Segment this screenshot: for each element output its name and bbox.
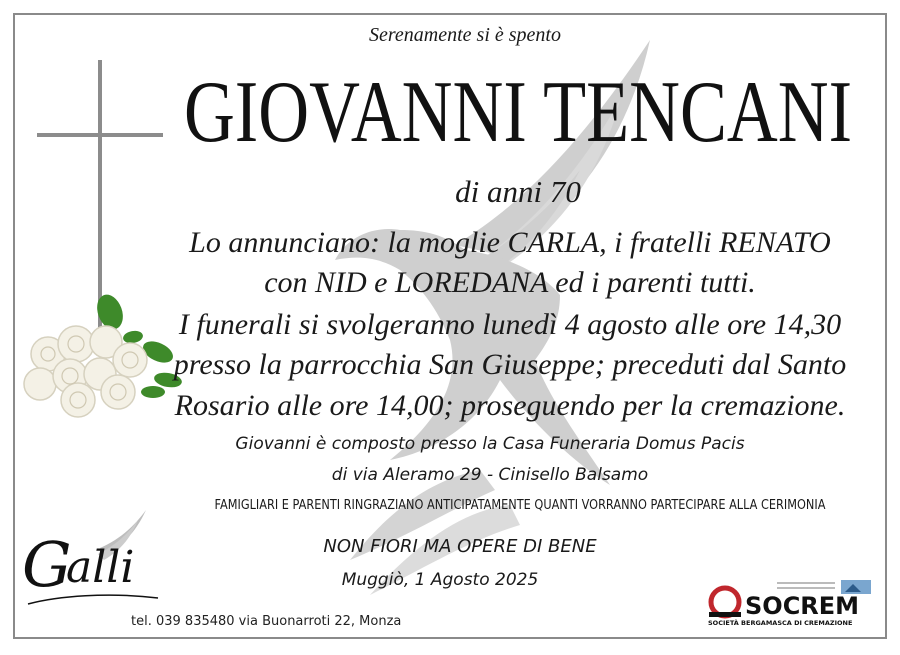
announcement-line: con NID e LOREDANA ed i parenti tutti.: [264, 266, 756, 299]
announcement-line: I funerali si svolgeranno lunedì 4 agosto alle ore 14,30: [178, 308, 842, 341]
svg-text:alli: alli: [66, 542, 135, 593]
funeral-home-line: di via Aleramo 29 - Cinisello Balsamo: [331, 465, 649, 485]
thanks-line: FAMIGLIARI E PARENTI RINGRAZIANO ANTICIPATAMENTE QUANTI VORRANNO PARTECIPARE ALLA CERIMONIA: [214, 498, 826, 513]
cross-icon: [37, 133, 163, 137]
socrem-subtitle: SOCIETÀ BERGAMASCA DI CREMAZIONE: [708, 619, 853, 627]
svg-text:G: G: [22, 528, 72, 601]
galli-logo-icon: [18, 508, 188, 618]
place-date: Muggiò, 1 Agosto 2025: [341, 570, 539, 590]
funeral-home-line: Giovanni è composto presso la Casa Funeraria Domus Pacis: [235, 434, 745, 454]
deceased-name: GIOVANNI TENCANI: [183, 64, 853, 161]
agency-contact: tel. 039 835480 via Buonarroti 22, Monza: [131, 614, 402, 629]
announcement-line: Lo annunciano: la moglie CARLA, i fratelli RENATO: [189, 226, 831, 259]
flowers-request: NON FIORI MA OPERE DI BENE: [323, 536, 597, 557]
announcement-line: Rosario alle ore 14,00; proseguendo per la cremazione.: [174, 389, 846, 422]
announcement-line: presso la parrocchia San Giuseppe; preceduti dal Santo: [173, 348, 847, 381]
intro-line: Serenamente si è spento: [369, 24, 561, 46]
socrem-name: SOCREM: [745, 592, 860, 620]
age-line: di anni 70: [455, 174, 581, 209]
